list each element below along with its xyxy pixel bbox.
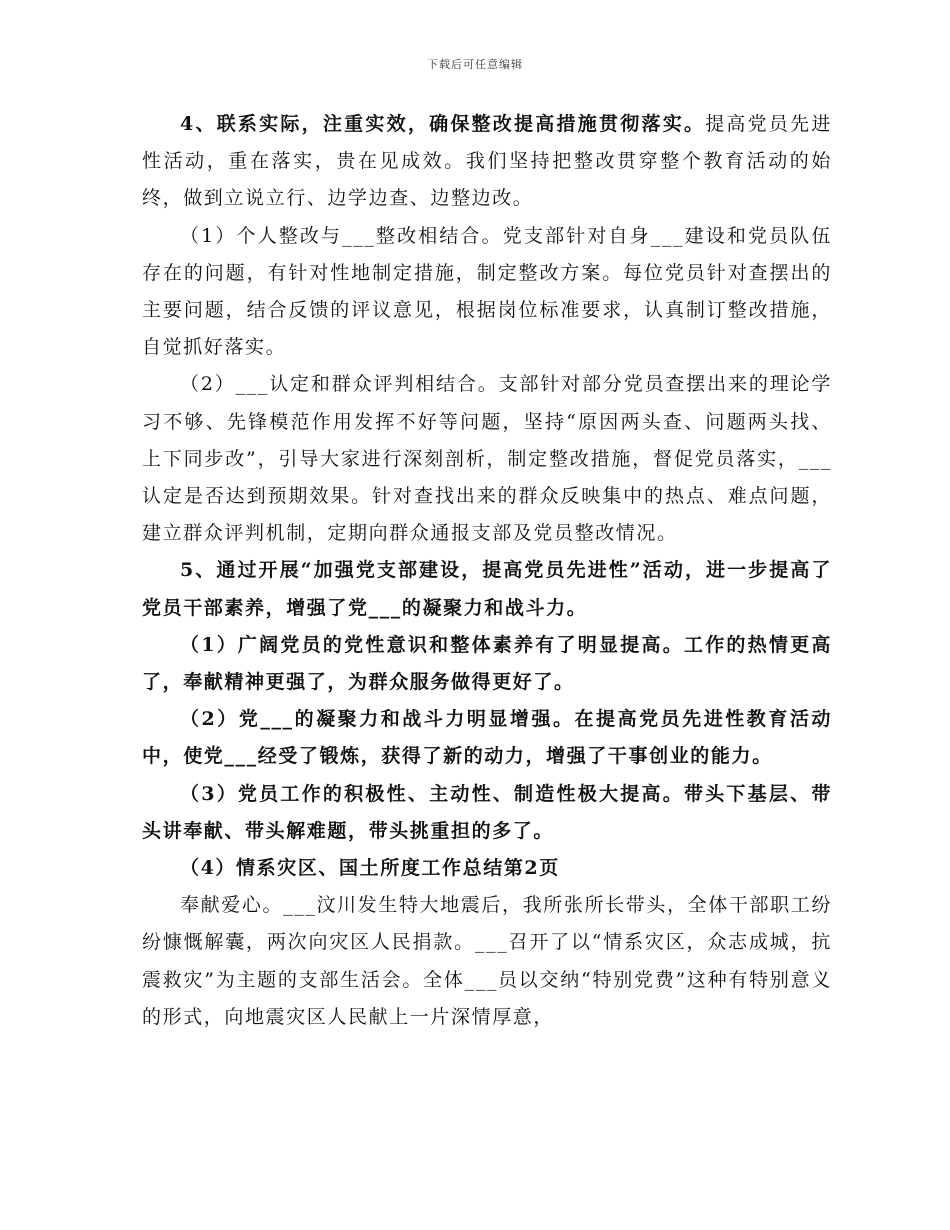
paragraph-4 [142, 106, 832, 218]
paragraph-5-1: （1）广阔党员的党性意识和整体素养有了明显提高。工作的热情更高了，奉献精神更强了，为群众服务做得更好了。 [142, 633, 832, 694]
paragraph-4-1: （1）个人整改与___整改相结合。党支部针对自身___建设和党员队伍存在的问题，有针对性地制定措施，制定整改方案。每位党员针对查摆出的主要问题，结合反馈的评议意见，根据岗位标准要求，认真制订整改措施，自觉抓好落实。 [142, 224, 832, 359]
paragraph-4-heading: 4、联系实际，注重实效，确保整改提高措施贯彻落实。 [180, 113, 706, 135]
page-header: 下载后可任意编辑 [427, 58, 523, 71]
paragraph-5-2: （2）党___的凝聚力和战斗力明显增强。在提高党员先进性教育活动中，使党___经受了锻炼，获得了新的动力，增强了干事创业的能力。 [142, 708, 832, 768]
paragraph-5: 5、通过开展“加强党支部建设，提高党员先进性”活动，进一步提高了党员干部素养，增强了党___的凝聚力和战斗力。 [142, 559, 832, 619]
paragraph-5-4-body: 奉献爱心。___汶川发生特大地震后，我所张所长带头，全体干部职工纷纷慷慨解囊，两次向灾区人民捐款。___召开了以“情系灾区，众志成城，抗震救灾”为主题的支部生活会。全体___员以交纳“特别党费”这种有特别意义的形式，向地震灾区人民献上一片深情厚意， [142, 894, 832, 1028]
paragraph-4-2: （2）___认定和群众评判相结合。支部针对部分党员查摆出来的理论学习不够、先锋模范作用发挥不好等问题，坚持“原因两头查、问题两头找、上下同步改”，引导大家进行深刻剖析，制定整改措施，督促党员落实，___认定是否达到预期效果。针对查找出来的群众反映集中的热点、难点问题，建立群众评判机制，定期向群众通报支部及党员整改情况。 [142, 373, 832, 545]
paragraph-4-body: 提高党员先进性活动，重在落实，贵在见成效。我们坚持把整改贯穿整个教育活动的始终，做到立说立行、边学边查、边整边改。 [142, 113, 832, 210]
paragraph-5-4-heading: （4）情系灾区、国土所度工作总结第2页 [180, 857, 560, 880]
document-body [142, 106, 832, 1036]
paragraph-5-3: （3）党员工作的积极性、主动性、制造性极大提高。带头下基层、带头讲奉献、带头解难题，带头挑重担的多了。 [142, 782, 832, 842]
